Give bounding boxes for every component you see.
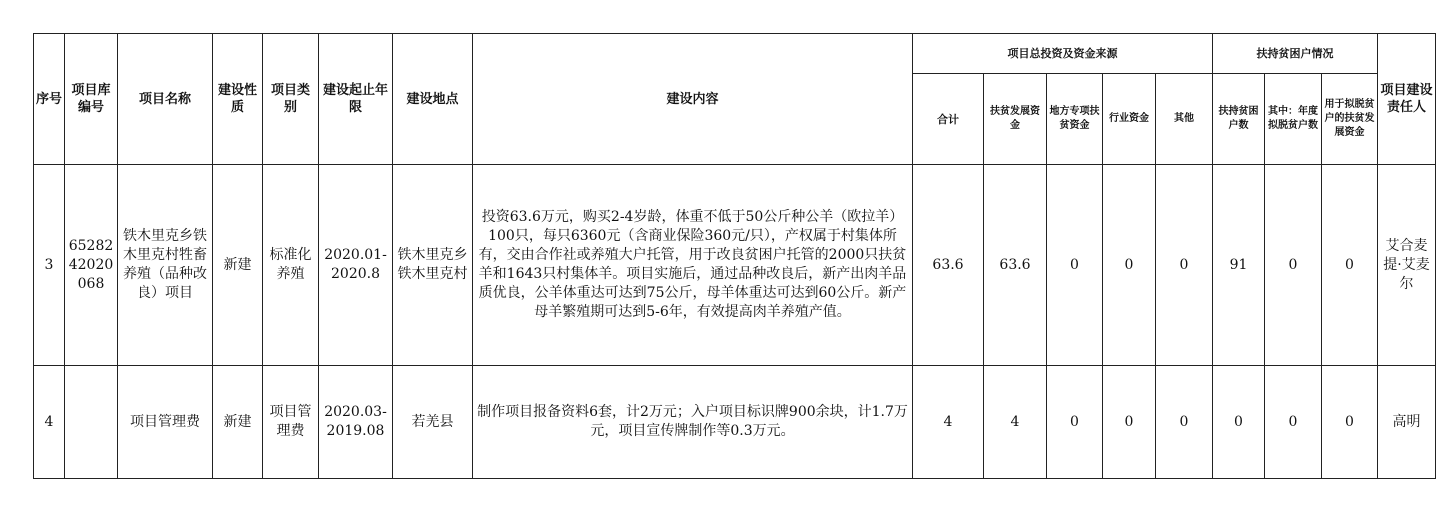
header-location: 建设地点 (393, 34, 473, 165)
table-row (34, 366, 1436, 479)
cell-responsible: 高明 (1378, 366, 1436, 479)
header-content: 建设内容 (473, 34, 913, 165)
cell-seq: 3 (34, 165, 65, 366)
cell-industry-fund: 0 (1103, 165, 1156, 366)
cell-responsible: 艾合麦提·艾麦尔 (1378, 165, 1436, 366)
cell-to-escape: 0 (1322, 165, 1378, 366)
cell-type: 项目管理费 (263, 366, 319, 479)
cell-local-fund: 0 (1047, 366, 1103, 479)
cell-proj-id: 6528242020068 (65, 165, 118, 366)
header-period: 建设起止年限 (319, 34, 393, 165)
project-table (33, 33, 1436, 479)
cell-period: 2020.01-2020.8 (319, 165, 393, 366)
cell-period: 2020.03-2019.08 (319, 366, 393, 479)
header-responsible: 项目建设责任人 (1378, 34, 1436, 165)
header-total: 合计 (913, 74, 984, 165)
cell-proj-id (65, 366, 118, 479)
cell-households: 0 (1213, 366, 1265, 479)
cell-other: 0 (1156, 366, 1213, 479)
cell-nature: 新建 (213, 165, 263, 366)
cell-annual: 0 (1265, 165, 1322, 366)
cell-location: 若羌县 (393, 366, 473, 479)
header-households: 扶持贫困户数 (1213, 74, 1265, 165)
header-invest-group: 项目总投资及资金来源 (913, 34, 1213, 74)
cell-to-escape: 0 (1322, 366, 1378, 479)
header-type: 项目类别 (263, 34, 319, 165)
cell-content: 投资63.6万元，购买2-4岁龄，体重不低于50公斤种公羊（欧拉羊）100只，每只6360元（含商业保险360元/只），产权属于村集体所有，交由合作社或养殖大户托管，用于改良贫困户托管的2000只扶贫羊和1643只村集体羊。项目实施后，通过品种改良后，新产出肉羊品质优良，公羊体重达可达到75公斤，母羊体重达可达到60公斤。新产母羊繁殖期可达到5-6年，有效提高肉羊养殖产值。 (473, 165, 913, 366)
header-other: 其他 (1156, 74, 1213, 165)
header-local-fund: 地方专项扶贫资金 (1047, 74, 1103, 165)
cell-location: 铁木里克乡铁木里克村 (393, 165, 473, 366)
header-to-escape: 用于拟脱贫户的扶贫发展资金 (1322, 74, 1378, 165)
header-support-group: 扶持贫困户情况 (1213, 34, 1378, 74)
cell-content: 制作项目报备资料6套，计2万元；入户项目标识牌900余块，计1.7万元，项目宣传牌制作等0.3万元。 (473, 366, 913, 479)
cell-poverty-fund: 4 (984, 366, 1047, 479)
cell-industry-fund: 0 (1103, 366, 1156, 479)
cell-total: 4 (913, 366, 984, 479)
table-row (34, 165, 1436, 366)
header-industry-fund: 行业资金 (1103, 74, 1156, 165)
cell-households: 91 (1213, 165, 1265, 366)
cell-total: 63.6 (913, 165, 984, 366)
cell-nature: 新建 (213, 366, 263, 479)
header-poverty-fund: 扶贫发展资金 (984, 74, 1047, 165)
header-name: 项目名称 (118, 34, 213, 165)
cell-name: 项目管理费 (118, 366, 213, 479)
cell-type: 标准化养殖 (263, 165, 319, 366)
header-nature: 建设性质 (213, 34, 263, 165)
cell-annual: 0 (1265, 366, 1322, 479)
header-seq: 序号 (34, 34, 65, 165)
header-row-1 (34, 34, 1436, 74)
cell-other: 0 (1156, 165, 1213, 366)
cell-poverty-fund: 63.6 (984, 165, 1047, 366)
header-proj-id: 项目库编号 (65, 34, 118, 165)
header-annual: 其中：年度拟脱贫户数 (1265, 74, 1322, 165)
cell-local-fund: 0 (1047, 165, 1103, 366)
cell-name: 铁木里克乡铁木里克村牲畜养殖（品种改良）项目 (118, 165, 213, 366)
cell-seq: 4 (34, 366, 65, 479)
